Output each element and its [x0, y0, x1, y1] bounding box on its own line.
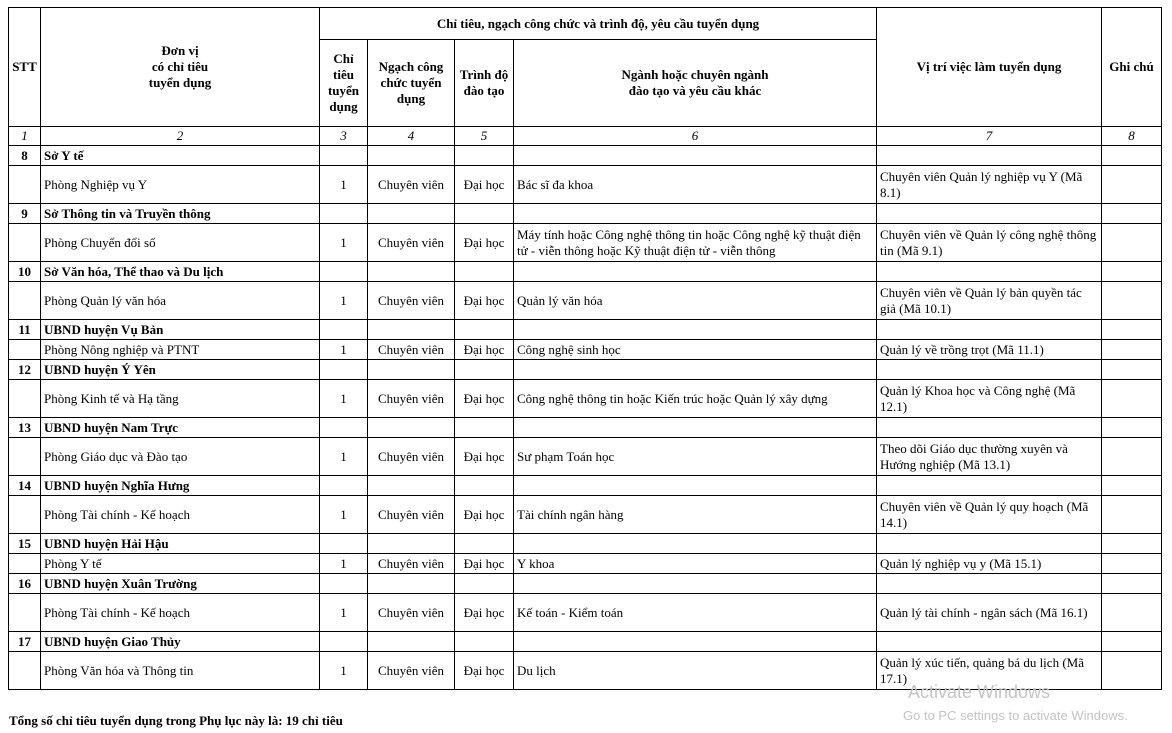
- note-cell: [1102, 438, 1162, 476]
- stt-cell: [9, 438, 41, 476]
- rank-cell: Chuyên viên: [368, 380, 455, 418]
- empty-cell: [1102, 574, 1162, 594]
- group-name: UBND huyện Giao Thủy: [41, 632, 320, 652]
- empty-cell: [1102, 476, 1162, 496]
- rank-cell: Chuyên viên: [368, 652, 455, 690]
- stt-cell: [9, 652, 41, 690]
- empty-cell: [514, 320, 877, 340]
- major-cell: Công nghệ thông tin hoặc Kiến trúc hoặc Quản lý xây dựng: [514, 380, 877, 418]
- position-cell: Chuyên viên về Quản lý công nghệ thông tin (Mã 9.1): [877, 224, 1102, 262]
- position-cell: Quản lý tài chính - ngân sách (Mã 16.1): [877, 594, 1102, 632]
- group-row: [9, 534, 1162, 554]
- col-number: 5: [455, 127, 514, 146]
- note-cell: [1102, 166, 1162, 204]
- empty-cell: [368, 476, 455, 496]
- unit-cell: Phòng Nghiệp vụ Y: [41, 166, 320, 204]
- empty-cell: [1102, 360, 1162, 380]
- stt-cell: [9, 282, 41, 320]
- header-rank-line1: Ngạch công: [378, 59, 444, 74]
- quota-cell: 1: [320, 282, 368, 320]
- group-name: UBND huyện Vụ Bản: [41, 320, 320, 340]
- level-cell: Đại học: [455, 438, 514, 476]
- quota-cell: 1: [320, 594, 368, 632]
- header-quota-line4: dụng: [329, 99, 358, 114]
- empty-cell: [877, 360, 1102, 380]
- group-stt: 14: [9, 476, 41, 496]
- empty-cell: [320, 146, 368, 166]
- empty-cell: [1102, 534, 1162, 554]
- level-cell: Đại học: [455, 554, 514, 574]
- note-cell: [1102, 282, 1162, 320]
- col-number: 6: [514, 127, 877, 146]
- empty-cell: [877, 204, 1102, 224]
- group-row: [9, 204, 1162, 224]
- empty-cell: [514, 574, 877, 594]
- empty-cell: [1102, 262, 1162, 282]
- empty-cell: [320, 574, 368, 594]
- stt-cell: [9, 554, 41, 574]
- note-cell: [1102, 380, 1162, 418]
- col-number: 2: [41, 127, 320, 146]
- empty-cell: [455, 360, 514, 380]
- rank-cell: Chuyên viên: [368, 496, 455, 534]
- stt-cell: [9, 594, 41, 632]
- empty-cell: [368, 146, 455, 166]
- header-group: Chỉ tiêu, ngạch công chức và trình độ, yêu cầu tuyển dụng: [320, 8, 877, 40]
- empty-cell: [514, 632, 877, 652]
- unit-cell: Phòng Chuyển đổi số: [41, 224, 320, 262]
- group-row: [9, 320, 1162, 340]
- major-cell: Y khoa: [514, 554, 877, 574]
- header-quota-line1: Chỉ: [333, 51, 354, 66]
- empty-cell: [877, 418, 1102, 438]
- empty-cell: [455, 320, 514, 340]
- header-position: Vị trí việc làm tuyển dụng: [877, 8, 1102, 127]
- header-quota-line3: tuyển: [327, 83, 360, 98]
- col-number: 4: [368, 127, 455, 146]
- header-major-line1: Ngành hoặc chuyên ngành: [621, 67, 769, 82]
- col-number: 8: [1102, 127, 1162, 146]
- empty-cell: [368, 360, 455, 380]
- position-cell: Quản lý Khoa học và Công nghệ (Mã 12.1): [877, 380, 1102, 418]
- empty-cell: [455, 204, 514, 224]
- level-cell: Đại học: [455, 496, 514, 534]
- group-name: Sở Văn hóa, Thể thao và Du lịch: [41, 262, 320, 282]
- total-summary: Tổng số chỉ tiêu tuyển dụng trong Phụ lục này là: 19 chỉ tiêu: [9, 713, 343, 728]
- unit-cell: Phòng Văn hóa và Thông tin: [41, 652, 320, 690]
- note-cell: [1102, 652, 1162, 690]
- note-cell: [1102, 554, 1162, 574]
- unit-cell: Phòng Tài chính - Kế hoạch: [41, 594, 320, 632]
- table-row: [9, 166, 1162, 204]
- table-row: [9, 496, 1162, 534]
- note-cell: [1102, 224, 1162, 262]
- position-cell: Chuyên viên Quản lý nghiệp vụ Y (Mã 8.1): [877, 166, 1102, 204]
- recruitment-table: [8, 7, 1162, 690]
- position-cell: Theo dõi Giáo dục thường xuyên và Hướng nghiệp (Mã 13.1): [877, 438, 1102, 476]
- group-name: UBND huyện Nghĩa Hưng: [41, 476, 320, 496]
- empty-cell: [368, 418, 455, 438]
- major-cell: Kế toán - Kiểm toán: [514, 594, 877, 632]
- empty-cell: [1102, 320, 1162, 340]
- group-name: UBND huyện Ý Yên: [41, 360, 320, 380]
- empty-cell: [514, 534, 877, 554]
- header-unit-line2: có chỉ tiêu: [151, 59, 209, 74]
- empty-cell: [320, 534, 368, 554]
- rank-cell: Chuyên viên: [368, 438, 455, 476]
- table-row: [9, 340, 1162, 360]
- empty-cell: [1102, 146, 1162, 166]
- empty-cell: [877, 632, 1102, 652]
- rank-cell: Chuyên viên: [368, 554, 455, 574]
- group-stt: 9: [9, 204, 41, 224]
- empty-cell: [877, 262, 1102, 282]
- unit-cell: Phòng Quản lý văn hóa: [41, 282, 320, 320]
- empty-cell: [1102, 418, 1162, 438]
- level-cell: Đại học: [455, 380, 514, 418]
- empty-cell: [455, 534, 514, 554]
- group-row: [9, 360, 1162, 380]
- rank-cell: Chuyên viên: [368, 282, 455, 320]
- header-rank-line2: chức tuyển: [380, 75, 442, 90]
- major-cell: Tài chính ngân hàng: [514, 496, 877, 534]
- empty-cell: [514, 204, 877, 224]
- group-row: [9, 632, 1162, 652]
- table-row: [9, 554, 1162, 574]
- group-stt: 8: [9, 146, 41, 166]
- table-row: [9, 282, 1162, 320]
- note-cell: [1102, 340, 1162, 360]
- empty-cell: [320, 476, 368, 496]
- column-number-row: [9, 127, 1162, 146]
- empty-cell: [877, 534, 1102, 554]
- major-cell: Bác sĩ đa khoa: [514, 166, 877, 204]
- major-cell: Du lịch: [514, 652, 877, 690]
- table-row: [9, 594, 1162, 632]
- group-stt: 17: [9, 632, 41, 652]
- major-cell: Sư phạm Toán học: [514, 438, 877, 476]
- header-level: [455, 40, 514, 127]
- header-note: Ghi chú: [1102, 8, 1162, 127]
- empty-cell: [877, 146, 1102, 166]
- header-major: [514, 40, 877, 127]
- table-row: [9, 224, 1162, 262]
- position-cell: Chuyên viên về Quản lý quy hoạch (Mã 14.1): [877, 496, 1102, 534]
- group-name: UBND huyện Xuân Trường: [41, 574, 320, 594]
- empty-cell: [320, 360, 368, 380]
- rank-cell: Chuyên viên: [368, 594, 455, 632]
- group-stt: 15: [9, 534, 41, 554]
- unit-cell: Phòng Kinh tế và Hạ tầng: [41, 380, 320, 418]
- quota-cell: 1: [320, 496, 368, 534]
- unit-cell: Phòng Nông nghiệp và PTNT: [41, 340, 320, 360]
- note-cell: [1102, 594, 1162, 632]
- level-cell: Đại học: [455, 166, 514, 204]
- position-cell: Quản lý nghiệp vụ y (Mã 15.1): [877, 554, 1102, 574]
- level-cell: Đại học: [455, 652, 514, 690]
- note-cell: [1102, 496, 1162, 534]
- empty-cell: [368, 632, 455, 652]
- header-level-line1: Trình độ: [459, 67, 509, 82]
- empty-cell: [368, 534, 455, 554]
- empty-cell: [514, 476, 877, 496]
- group-stt: 13: [9, 418, 41, 438]
- watermark-subtitle: Go to PC settings to activate Windows.: [903, 708, 1128, 723]
- stt-cell: [9, 340, 41, 360]
- empty-cell: [514, 262, 877, 282]
- major-cell: Công nghệ sinh học: [514, 340, 877, 360]
- rank-cell: Chuyên viên: [368, 166, 455, 204]
- quota-cell: 1: [320, 380, 368, 418]
- unit-cell: Phòng Tài chính - Kế hoạch: [41, 496, 320, 534]
- rank-cell: Chuyên viên: [368, 224, 455, 262]
- header-level-line2: đào tạo: [463, 83, 505, 98]
- empty-cell: [455, 476, 514, 496]
- stt-cell: [9, 166, 41, 204]
- empty-cell: [877, 574, 1102, 594]
- empty-cell: [320, 320, 368, 340]
- group-row: [9, 476, 1162, 496]
- empty-cell: [877, 476, 1102, 496]
- group-row: [9, 262, 1162, 282]
- group-stt: 16: [9, 574, 41, 594]
- col-number: 7: [877, 127, 1102, 146]
- header-stt: STT: [9, 8, 41, 127]
- quota-cell: 1: [320, 224, 368, 262]
- group-row: [9, 574, 1162, 594]
- header-quota-line2: tiêu: [333, 67, 354, 82]
- stt-cell: [9, 380, 41, 418]
- watermark-title: Activate Windows: [908, 682, 1051, 702]
- level-cell: Đại học: [455, 282, 514, 320]
- quota-cell: 1: [320, 340, 368, 360]
- position-cell: Quản lý xúc tiến, quảng bá du lịch (Mã 17.1): [877, 652, 1102, 690]
- quota-cell: 1: [320, 166, 368, 204]
- header-unit-line1: Đơn vị: [161, 43, 199, 58]
- unit-cell: Phòng Y tế: [41, 554, 320, 574]
- empty-cell: [455, 146, 514, 166]
- position-cell: Quản lý về trồng trọt (Mã 11.1): [877, 340, 1102, 360]
- empty-cell: [368, 574, 455, 594]
- empty-cell: [455, 574, 514, 594]
- group-stt: 12: [9, 360, 41, 380]
- empty-cell: [320, 632, 368, 652]
- empty-cell: [877, 320, 1102, 340]
- header-rank-line3: dụng: [396, 91, 426, 106]
- group-row: [9, 418, 1162, 438]
- empty-cell: [320, 262, 368, 282]
- header-quota: [320, 40, 368, 127]
- table-header: [9, 8, 1162, 146]
- position-cell: Chuyên viên về Quản lý bản quyền tác giả (Mã 10.1): [877, 282, 1102, 320]
- header-major-line2: đào tạo và yêu cầu khác: [628, 83, 762, 98]
- empty-cell: [368, 320, 455, 340]
- quota-cell: 1: [320, 554, 368, 574]
- empty-cell: [455, 632, 514, 652]
- empty-cell: [1102, 204, 1162, 224]
- table-row: [9, 438, 1162, 476]
- empty-cell: [514, 418, 877, 438]
- empty-cell: [455, 262, 514, 282]
- rank-cell: Chuyên viên: [368, 340, 455, 360]
- quota-cell: 1: [320, 438, 368, 476]
- group-stt: 11: [9, 320, 41, 340]
- level-cell: Đại học: [455, 340, 514, 360]
- major-cell: Quản lý văn hóa: [514, 282, 877, 320]
- group-name: UBND huyện Hải Hậu: [41, 534, 320, 554]
- quota-cell: 1: [320, 652, 368, 690]
- group-name: Sở Thông tin và Truyền thông: [41, 204, 320, 224]
- group-name: Sở Y tế: [41, 146, 320, 166]
- major-cell: Máy tính hoặc Công nghệ thông tin hoặc Công nghệ kỹ thuật điện tử - viễn thông hoặc Kỹ thuật điện tử - viễn thông: [514, 224, 877, 262]
- empty-cell: [368, 204, 455, 224]
- level-cell: Đại học: [455, 594, 514, 632]
- header-unit-line3: tuyển dụng: [148, 75, 212, 90]
- empty-cell: [514, 146, 877, 166]
- header-rank: [368, 40, 455, 127]
- table-body: [9, 146, 1162, 690]
- table-row: [9, 380, 1162, 418]
- stt-cell: [9, 496, 41, 534]
- col-number: 3: [320, 127, 368, 146]
- col-number: 1: [9, 127, 41, 146]
- group-row: [9, 146, 1162, 166]
- group-stt: 10: [9, 262, 41, 282]
- empty-cell: [1102, 632, 1162, 652]
- empty-cell: [320, 418, 368, 438]
- unit-cell: Phòng Giáo dục và Đào tạo: [41, 438, 320, 476]
- group-name: UBND huyện Nam Trực: [41, 418, 320, 438]
- empty-cell: [368, 262, 455, 282]
- empty-cell: [455, 418, 514, 438]
- stt-cell: [9, 224, 41, 262]
- empty-cell: [514, 360, 877, 380]
- header-unit: [41, 8, 320, 127]
- level-cell: Đại học: [455, 224, 514, 262]
- empty-cell: [320, 204, 368, 224]
